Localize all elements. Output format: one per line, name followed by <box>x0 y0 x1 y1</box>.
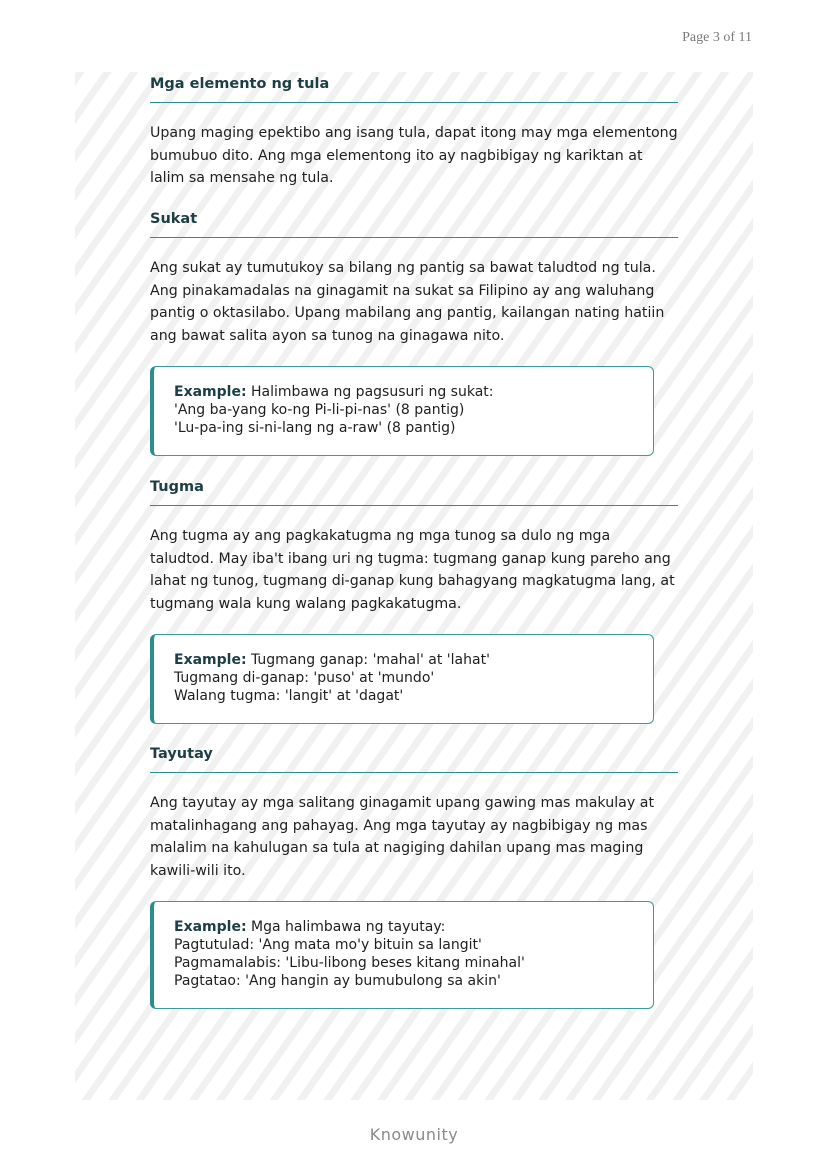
example-label: Example: <box>174 919 247 935</box>
example-label: Example: <box>174 384 247 400</box>
example-line <box>174 383 653 401</box>
example-line: Pagmamalabis: 'Libu-libong beses kitang minahal' <box>174 955 525 971</box>
paragraph-tugma: Ang tugma ay ang pagkakatugma ng mga tunog sa dulo ng mga taludtod. May iba't ibang uri ng tugma: tugmang ganap kung pareho ang lahat ng tunog, tugmang di-ganap kung bahagyang magkatugma lang, at tugmang wala kung walang pagkakatugma. <box>150 528 675 612</box>
example-line: Tugmang di-ganap: 'puso' at 'mundo' <box>174 670 435 686</box>
footer-brand: Knowunity <box>369 1125 459 1144</box>
paragraph-tayutay: Ang tayutay ay mga salitang ginagamit upang gawing mas makulay at matalinhagang ang pahayag. Ang mga tayutay ay nagbibigay ng mas malalim na kahulugan sa tula at nagiging dahilan upang mas maging kawili-wili ito. <box>150 795 655 879</box>
example-line: Pagtutulad: 'Ang mata mo'y bituin sa langit' <box>174 937 482 953</box>
example-text: Tugmang ganap: 'mahal' at 'lahat' <box>251 652 490 668</box>
example-box-tugma <box>150 634 654 724</box>
example-line: Pagtatao: 'Ang hangin ay bumubulong sa akin' <box>174 973 501 989</box>
example-text: Mga halimbawa ng tayutay: <box>251 919 446 935</box>
example-line: Walang tugma: 'langit' at 'dagat' <box>174 688 404 704</box>
example-box-tayutay <box>150 901 654 1009</box>
example-text: Halimbawa ng pagsusuri ng sukat: <box>251 384 494 400</box>
example-box-sukat <box>150 366 654 456</box>
example-line <box>174 918 653 936</box>
section-title-sukat: Sukat <box>150 210 678 238</box>
example-label: Example: <box>174 652 247 668</box>
example-line <box>174 651 653 669</box>
page-number: Page 3 of 11 <box>682 30 752 45</box>
section-title-tugma: Tugma <box>150 478 678 506</box>
paragraph-sukat: Ang sukat ay tumutukoy sa bilang ng pantig sa bawat taludtod ng tula. Ang pinakamadalas na ginagamit na sukat sa Filipino ay ang waluhang pantig o oktasilabo. Upang mabilang ang pantig, kailangan nating hatiin ang bawat salita ayon sa tunog na ginagawa nito. <box>150 260 665 344</box>
section-title-elemento: Mga elemento ng tula <box>150 75 678 103</box>
example-line: 'Ang ba-yang ko-ng Pi-li-pi-nas' (8 pantig) <box>174 402 465 418</box>
section-title-tayutay: Tayutay <box>150 745 678 773</box>
example-line: 'Lu-pa-ing si-ni-lang ng a-raw' (8 pantig) <box>174 420 456 436</box>
paragraph-elemento: Upang maging epektibo ang isang tula, dapat itong may mga elementong bumubuo dito. Ang mga elementong ito ay nagbibigay ng kariktan at lalim sa mensahe ng tula. <box>150 125 678 186</box>
